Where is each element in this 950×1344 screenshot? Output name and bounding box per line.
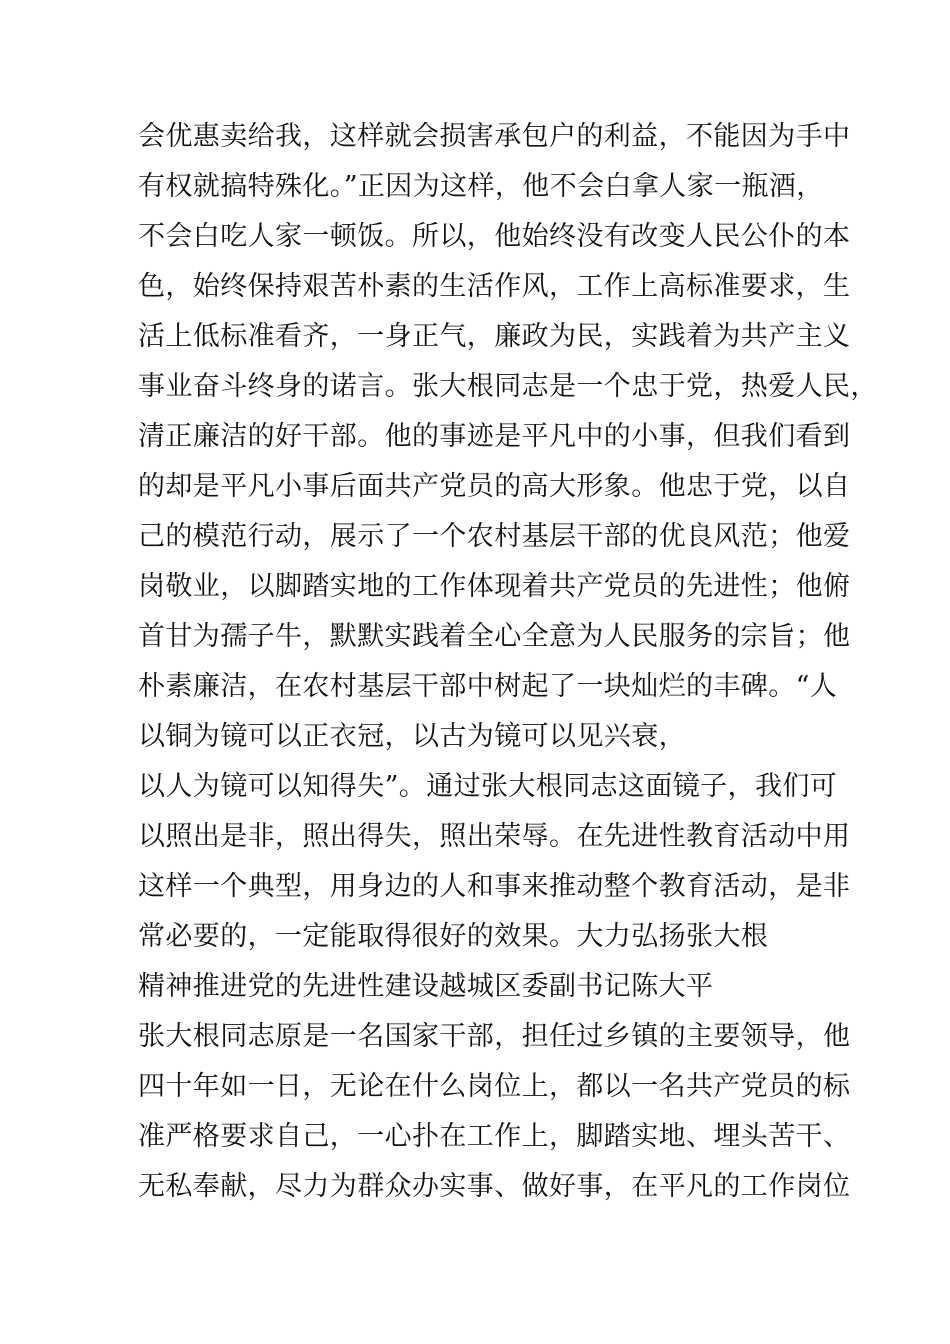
text-line: 无私奉献，尽力为群众办实事、做好事，在平凡的工作岗位 <box>138 1171 851 1202</box>
text-line: 活上低标准看齐，一身正气，廉政为民，实践着为共产主义 <box>138 321 851 352</box>
text-line: 常必要的，一定能取得很好的效果。大力弘扬张大根 <box>138 921 769 952</box>
text-line: 有权就搞特殊化。”正因为这样，他不会白拿人家一瓶酒， <box>138 171 824 202</box>
text-line: 清正廉洁的好干部。他的事迹是平凡中的小事，但我们看到 <box>138 421 851 452</box>
text-line: 不会白吃人家一顿饭。所以，他始终没有改变人民公仆的本 <box>138 221 851 252</box>
text-line: 会优惠卖给我，这样就会损害承包户的利益，不能因为手中 <box>138 121 851 152</box>
text-line: 己的模范行动，展示了一个农村基层干部的优良风范；他爱 <box>138 521 851 552</box>
text-line: 准严格要求自己，一心扑在工作上，脚踏实地、埋头苦干、 <box>138 1121 851 1152</box>
text-line: 这样一个典型，用身边的人和事来推动整个教育活动，是非 <box>138 871 851 902</box>
text-line: 张大根同志原是一名国家干部，担任过乡镇的主要领导，他 <box>138 1021 851 1052</box>
text-line: 精神推进党的先进性建设越城区委副书记陈大平 <box>138 971 714 1002</box>
text-line: 四十年如一日，无论在什么岗位上，都以一名共产党员的标 <box>138 1071 851 1102</box>
text-line: 事业奋斗终身的诺言。张大根同志是一个忠于党，热爱人民， <box>138 371 878 402</box>
text-line: 以人为镜可以知得失”。通过张大根同志这面镜子，我们可 <box>138 771 838 802</box>
text-line: 岗敬业，以脚踏实地的工作体现着共产党员的先进性；他俯 <box>138 571 851 602</box>
text-line: 朴素廉洁，在农村基层干部中树起了一块灿烂的丰碑。“人 <box>138 671 838 702</box>
body-text <box>138 112 878 1212</box>
text-line: 以铜为镜可以正衣冠，以古为镜可以见兴衰， <box>138 721 686 752</box>
text-line: 色，始终保持艰苦朴素的生活作风，工作上高标准要求，生 <box>138 271 851 302</box>
text-line: 首甘为孺子牛，默默实践着全心全意为人民服务的宗旨；他 <box>138 621 851 652</box>
text-line: 的却是平凡小事后面共产党员的高大形象。他忠于党，以自 <box>138 471 851 502</box>
text-line: 以照出是非，照出得失，照出荣辱。在先进性教育活动中用 <box>138 821 851 852</box>
